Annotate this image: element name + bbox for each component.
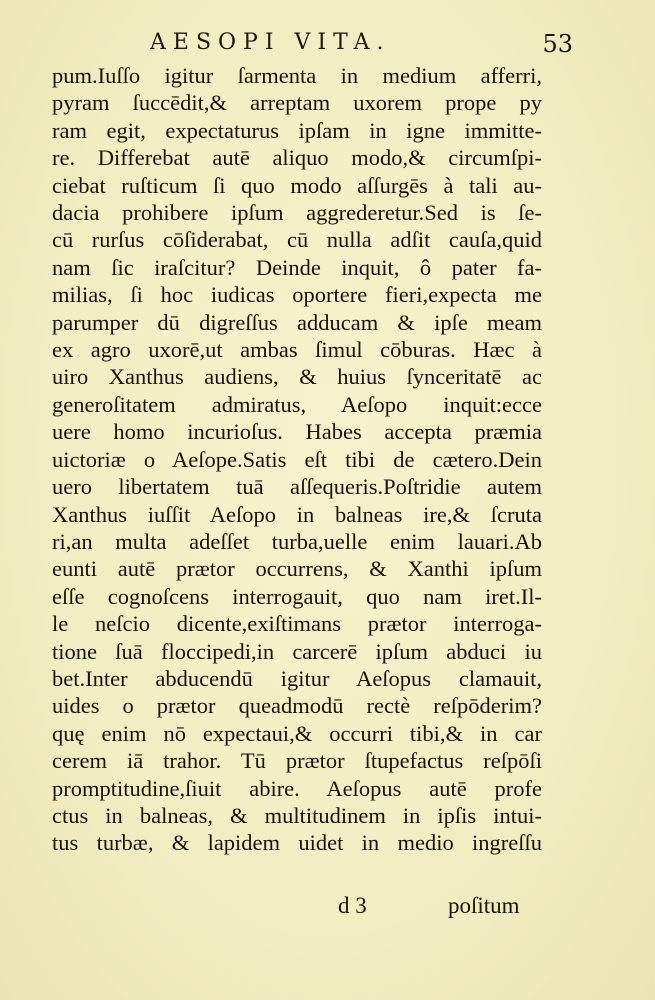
running-head: AESOPI VITA. [150, 30, 391, 55]
text-line: Xanthus iuſſit Aeſopo in balneas ire,& ſcruta [52, 501, 542, 527]
text-line: bet.Inter abducendū igitur Aeſopus clamauit, [52, 665, 542, 691]
text-line: uides o prætor queadmodū rectè reſpōderim? [52, 693, 542, 719]
text-line: generoſitatem admiratus, Aeſopo inquit:ecce [52, 391, 542, 417]
text-line: uere homo incurioſus. Habes accepta præmia [52, 419, 542, 445]
text-line: ciebat ruſticum ſi quo modo aſſurgēs à tali au- [52, 172, 542, 198]
text-line: pum.Iuſſo igitur ſarmenta in medium afferri, [52, 63, 542, 88]
text-line: le neſcio dicente,exiſtimans prætor interroga- [52, 611, 542, 637]
text-line: promptitudine,ſiuit abire. Aeſopus autē profe [52, 775, 542, 801]
text-line: uictoriæ o Aeſope.Satis eſt tibi de cætero.Dein [52, 446, 542, 472]
text-line: re. Differebat autē aliquo modo,& circumſpi- [52, 145, 542, 171]
text-line: uero libertatem tuā aſſequeris.Poſtridie autem [52, 474, 542, 500]
text-line: pyram ſuccēdit,& arreptam uxorem prope py [52, 90, 542, 116]
text-line: quę enim nō expectaui,& occurri tibi,& in car [52, 720, 542, 746]
text-line: nam ſic iraſcitur? Deinde inquit, ô pater fa- [52, 254, 542, 280]
text-line: ex agro uxorē,ut ambas ſimul cōburas. Hæc à [52, 337, 542, 363]
text-line: uiro Xanthus audiens, & huius ſynceritatē ac [52, 364, 542, 390]
text-line: dacia prohibere ipſum aggrederetur.Sed is ſe- [52, 200, 542, 226]
text-line: ctus in balneas, & multitudinem in ipſis intui- [52, 802, 542, 828]
catchword: poſitum [448, 893, 520, 918]
body-text [52, 62, 552, 857]
text-line: ri,an multa adeſſet turba,uelle enim lauari.Ab [52, 528, 542, 554]
text-line: milias, ſi hoc iudicas oportere fieri,expecta me [52, 282, 542, 308]
signature-mark: d 3 [338, 893, 367, 918]
text-line: eſſe cognoſcens interrogauit, quo nam iret.Il- [52, 583, 542, 609]
text-line: eunti autē prætor occurrens, & Xanthi ipſum [52, 556, 542, 582]
text-line: tione ſuā floccipedi,in carcerē ipſum abduci iu [52, 638, 542, 664]
text-line: cū rurſus cōſiderabat, cū nulla adſit cauſa,quid [52, 227, 542, 253]
text-line: ram egit, expectaturus ipſam in igne immitte- [52, 117, 542, 143]
text-line: parumper dū digreſſus adducam & ipſe meam [52, 309, 542, 335]
text-line: cerem iā trahor. Tū prætor ſtupefactus reſpōſi [52, 748, 542, 774]
page-number: 53 [542, 30, 573, 58]
text-line: tus turbæ, & lapidem uidet in medio ingreſſu [52, 830, 542, 856]
